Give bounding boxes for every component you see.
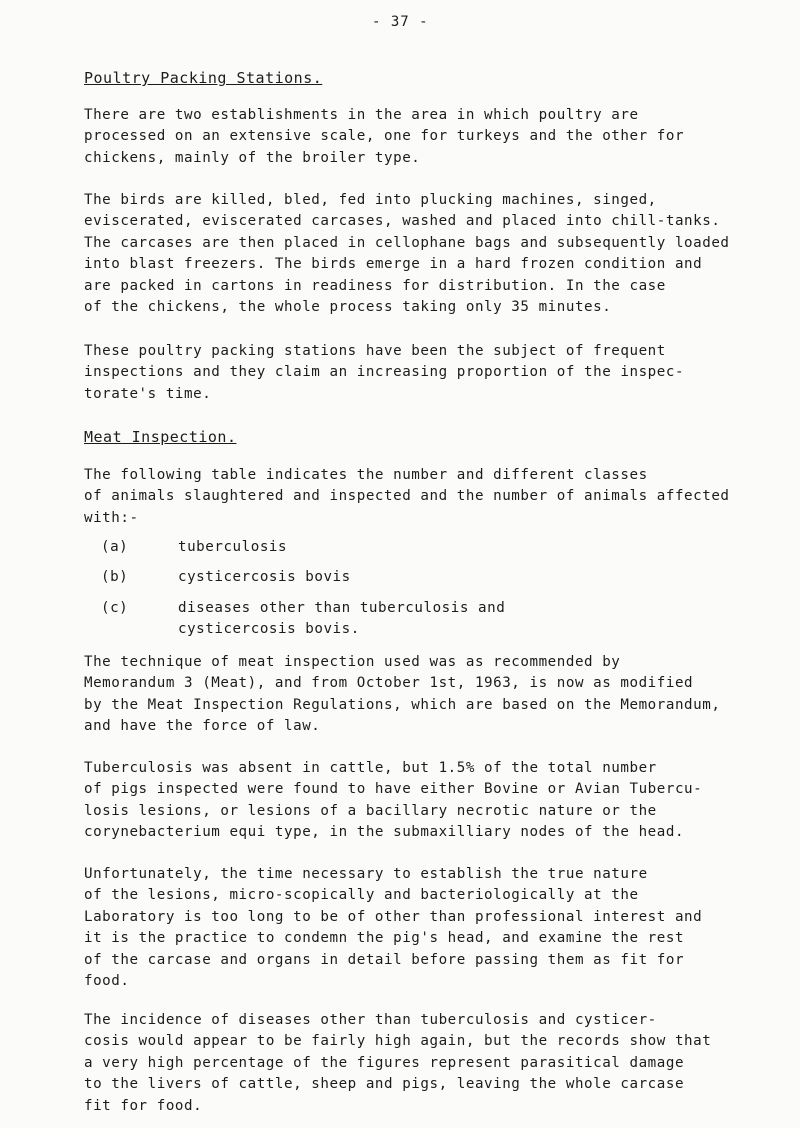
paragraph-meat-2: The technique of meat inspection used was as recommended by Memorandum 3 (Meat), and from October 1st, 1963, is now as modified by the Meat Inspection Regulations, which are based on the Memorandum, and have the force of law. (84, 654, 721, 735)
paragraph-poultry-2: The birds are killed, bled, fed into plucking machines, singed, eviscerated, eviscerated carcases, washed and placed into chill-tanks. The carcases are then placed in cellophane bags and subsequently loaded into blast freezers. The birds emerge in a hard frozen condition and are packed in cartons in readiness for distribution. In the case of the chickens, the whole process taking only 35 minutes. (84, 192, 730, 316)
list-item-text: cysticercosis bovis (178, 569, 351, 585)
paragraph-meat-3: Tuberculosis was absent in cattle, but 1.5% of the total number of pigs inspected were found to have either Bovine or Avian Tubercu- losis lesions, or lesions of a bacillary necrotic nature or the corynebacterium equi type, in the submaxilliary nodes of the head. (84, 760, 703, 841)
paragraph-meat-4: Unfortunately, the time necessary to establish the true nature of the lesions, micro-scopically and bacteriologically at the Laboratory is too long to be of other than professional interest and it is the practice to condemn the pig's head, and examine the rest of the carcase and organs in detail before passing them as fit for food. (84, 866, 703, 990)
paragraph-poultry-1: There are two establishments in the area in which poultry are processed on an extensive scale, one for turkeys and the other for chickens, mainly of the broiler type. (84, 107, 685, 166)
list-item-text: tuberculosis (178, 539, 288, 555)
paragraph-meat-5: The incidence of diseases other than tuberculosis and cysticer- cosis would appear to be fairly high again, but the records show that a very high percentage of the figures represent parasitical damage to the livers of cattle, sheep and pigs, leaving the whole carcase fit for food. (84, 1012, 712, 1114)
list-item-label: (a) (101, 539, 129, 555)
page-number: - 37 - (372, 14, 429, 30)
list-item-label: (c) (101, 600, 129, 616)
paragraph-poultry-3: These poultry packing stations have been the subject of frequent inspections and they claim an increasing proportion of the inspec- torate's time. (84, 343, 685, 402)
section-heading-meat-inspection: Meat Inspection. (84, 428, 237, 446)
list-item-text: diseases other than tuberculosis and cysticercosis bovis. (178, 600, 506, 638)
section-heading-poultry: Poultry Packing Stations. (84, 69, 323, 87)
list-item-label: (b) (101, 569, 129, 585)
paragraph-meat-1: The following table indicates the number and different classes of animals slaughtered and inspected and the number of animals affected with:- (84, 467, 730, 526)
